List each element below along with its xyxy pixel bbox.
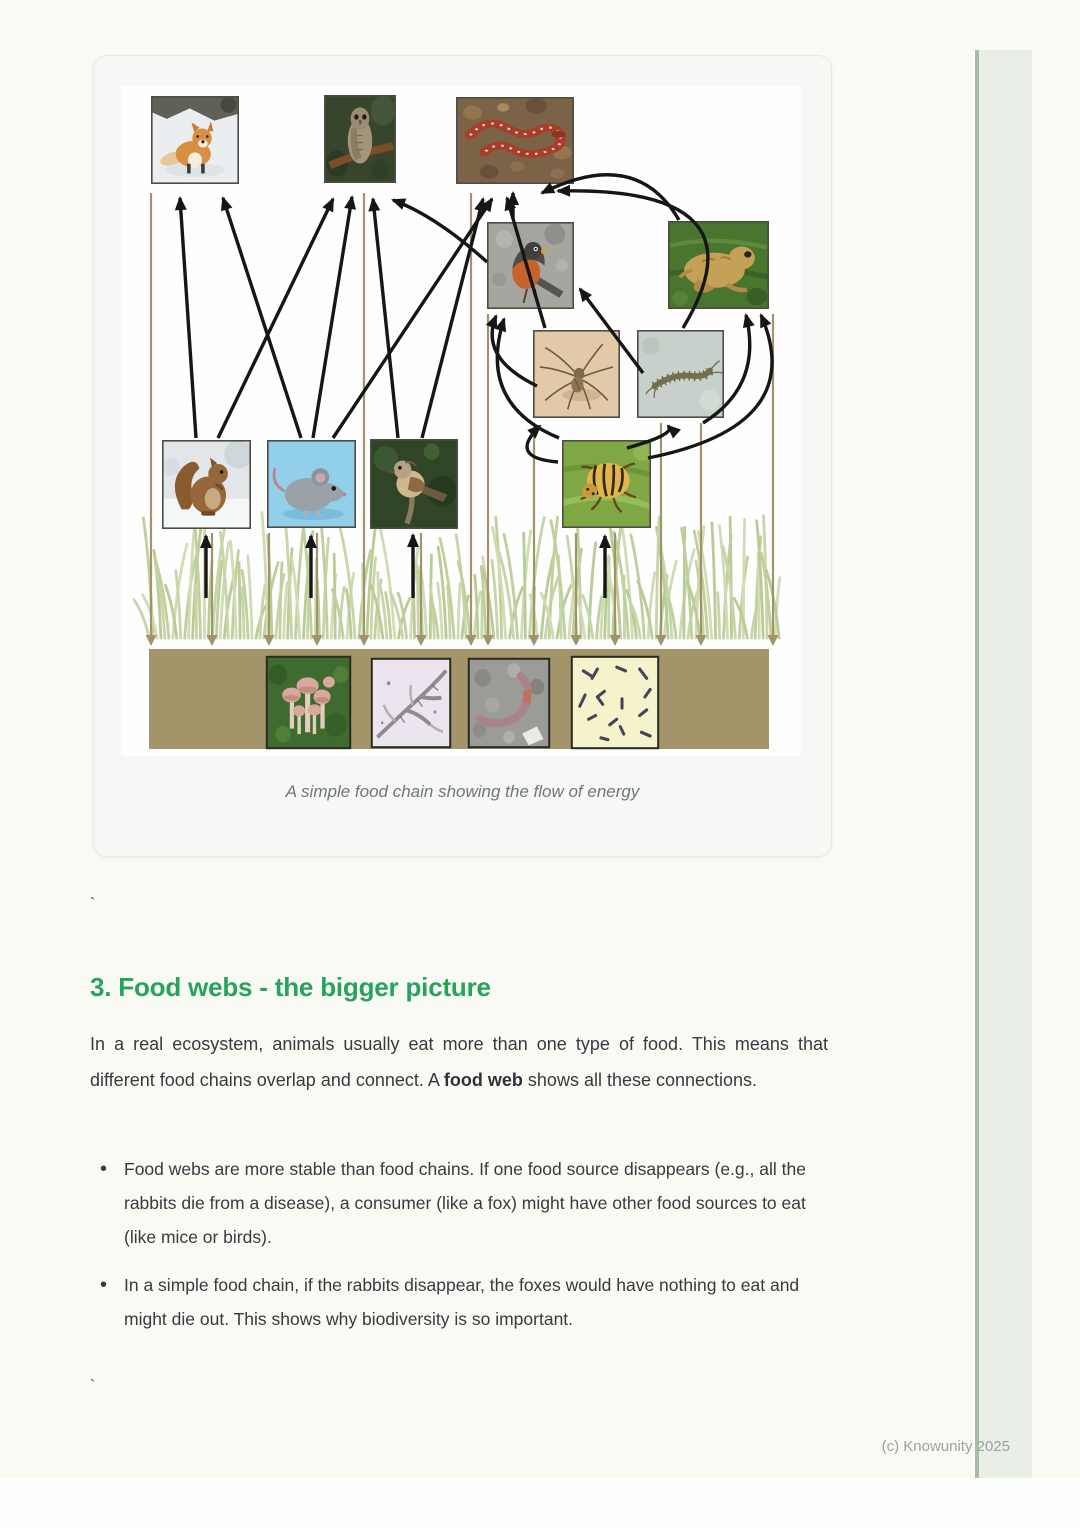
stray-backtick-bottom: ` (90, 1378, 96, 1395)
paragraph-text-after: shows all these connections. (522, 1070, 758, 1090)
centipede-photo (637, 330, 724, 418)
feeding-arrow-sparrow-to-owl (373, 199, 398, 438)
earthworm-photo (468, 658, 550, 748)
feeding-arrow-mouse-to-snake (333, 199, 492, 438)
mouse-photo (267, 440, 356, 528)
section-heading: 3. Food webs - the bigger picture (90, 972, 491, 1002)
food-web-diagram (121, 86, 801, 756)
right-green-panel (979, 50, 1032, 1478)
copyright-footer: (c) Knowunity 2025 (881, 1438, 1010, 1455)
spider-photo (533, 330, 620, 418)
soil-band (149, 649, 769, 749)
feeding-arrow-robin-to-owl (393, 200, 487, 262)
frog-photo (668, 221, 769, 309)
figure-card (93, 55, 832, 857)
figure-caption: A simple food chain showing the flow of energy (285, 782, 640, 801)
mushrooms-photo (266, 656, 351, 749)
paragraph-text-before: In a real ecosystem, animals usually eat more than one type of food. This means that different food chains overlap and connect. A (90, 1034, 828, 1090)
intro-paragraph (90, 1026, 828, 1098)
squirrel-photo (162, 440, 253, 529)
hyphae-photo (371, 658, 451, 748)
snake-photo (456, 97, 574, 184)
fox-photo (151, 96, 239, 184)
bacteria-photo (571, 656, 659, 749)
robin-photo (487, 222, 574, 309)
bullet-item-stability: • Food webs are more stable than food chains. If one food source disappears (e.g., all the rabbits die from a disease), a consumer (like a fox) might have other food sources to eat (like mice or birds). (90, 1152, 826, 1254)
sparrow-photo (370, 439, 458, 529)
food-web-svg (121, 86, 801, 756)
bullet-item-simple-chain: • In a simple food chain, if the rabbits disappear, the foxes would have nothing to eat and might die out. This shows why biodiversity is so important. (90, 1268, 826, 1336)
grass-band (134, 511, 780, 638)
food-web-term: food web (443, 1070, 523, 1090)
owl-photo (324, 95, 396, 183)
bottom-strip (0, 1478, 1080, 1528)
feeding-arrow-squirrel-to-fox (180, 198, 196, 438)
beetle-photo (562, 440, 651, 528)
bullet-list (90, 1152, 826, 1350)
feeding-arrow-mouse-to-owl (313, 197, 352, 438)
stray-backtick-top: ` (90, 896, 96, 913)
right-green-divider (975, 50, 979, 1478)
